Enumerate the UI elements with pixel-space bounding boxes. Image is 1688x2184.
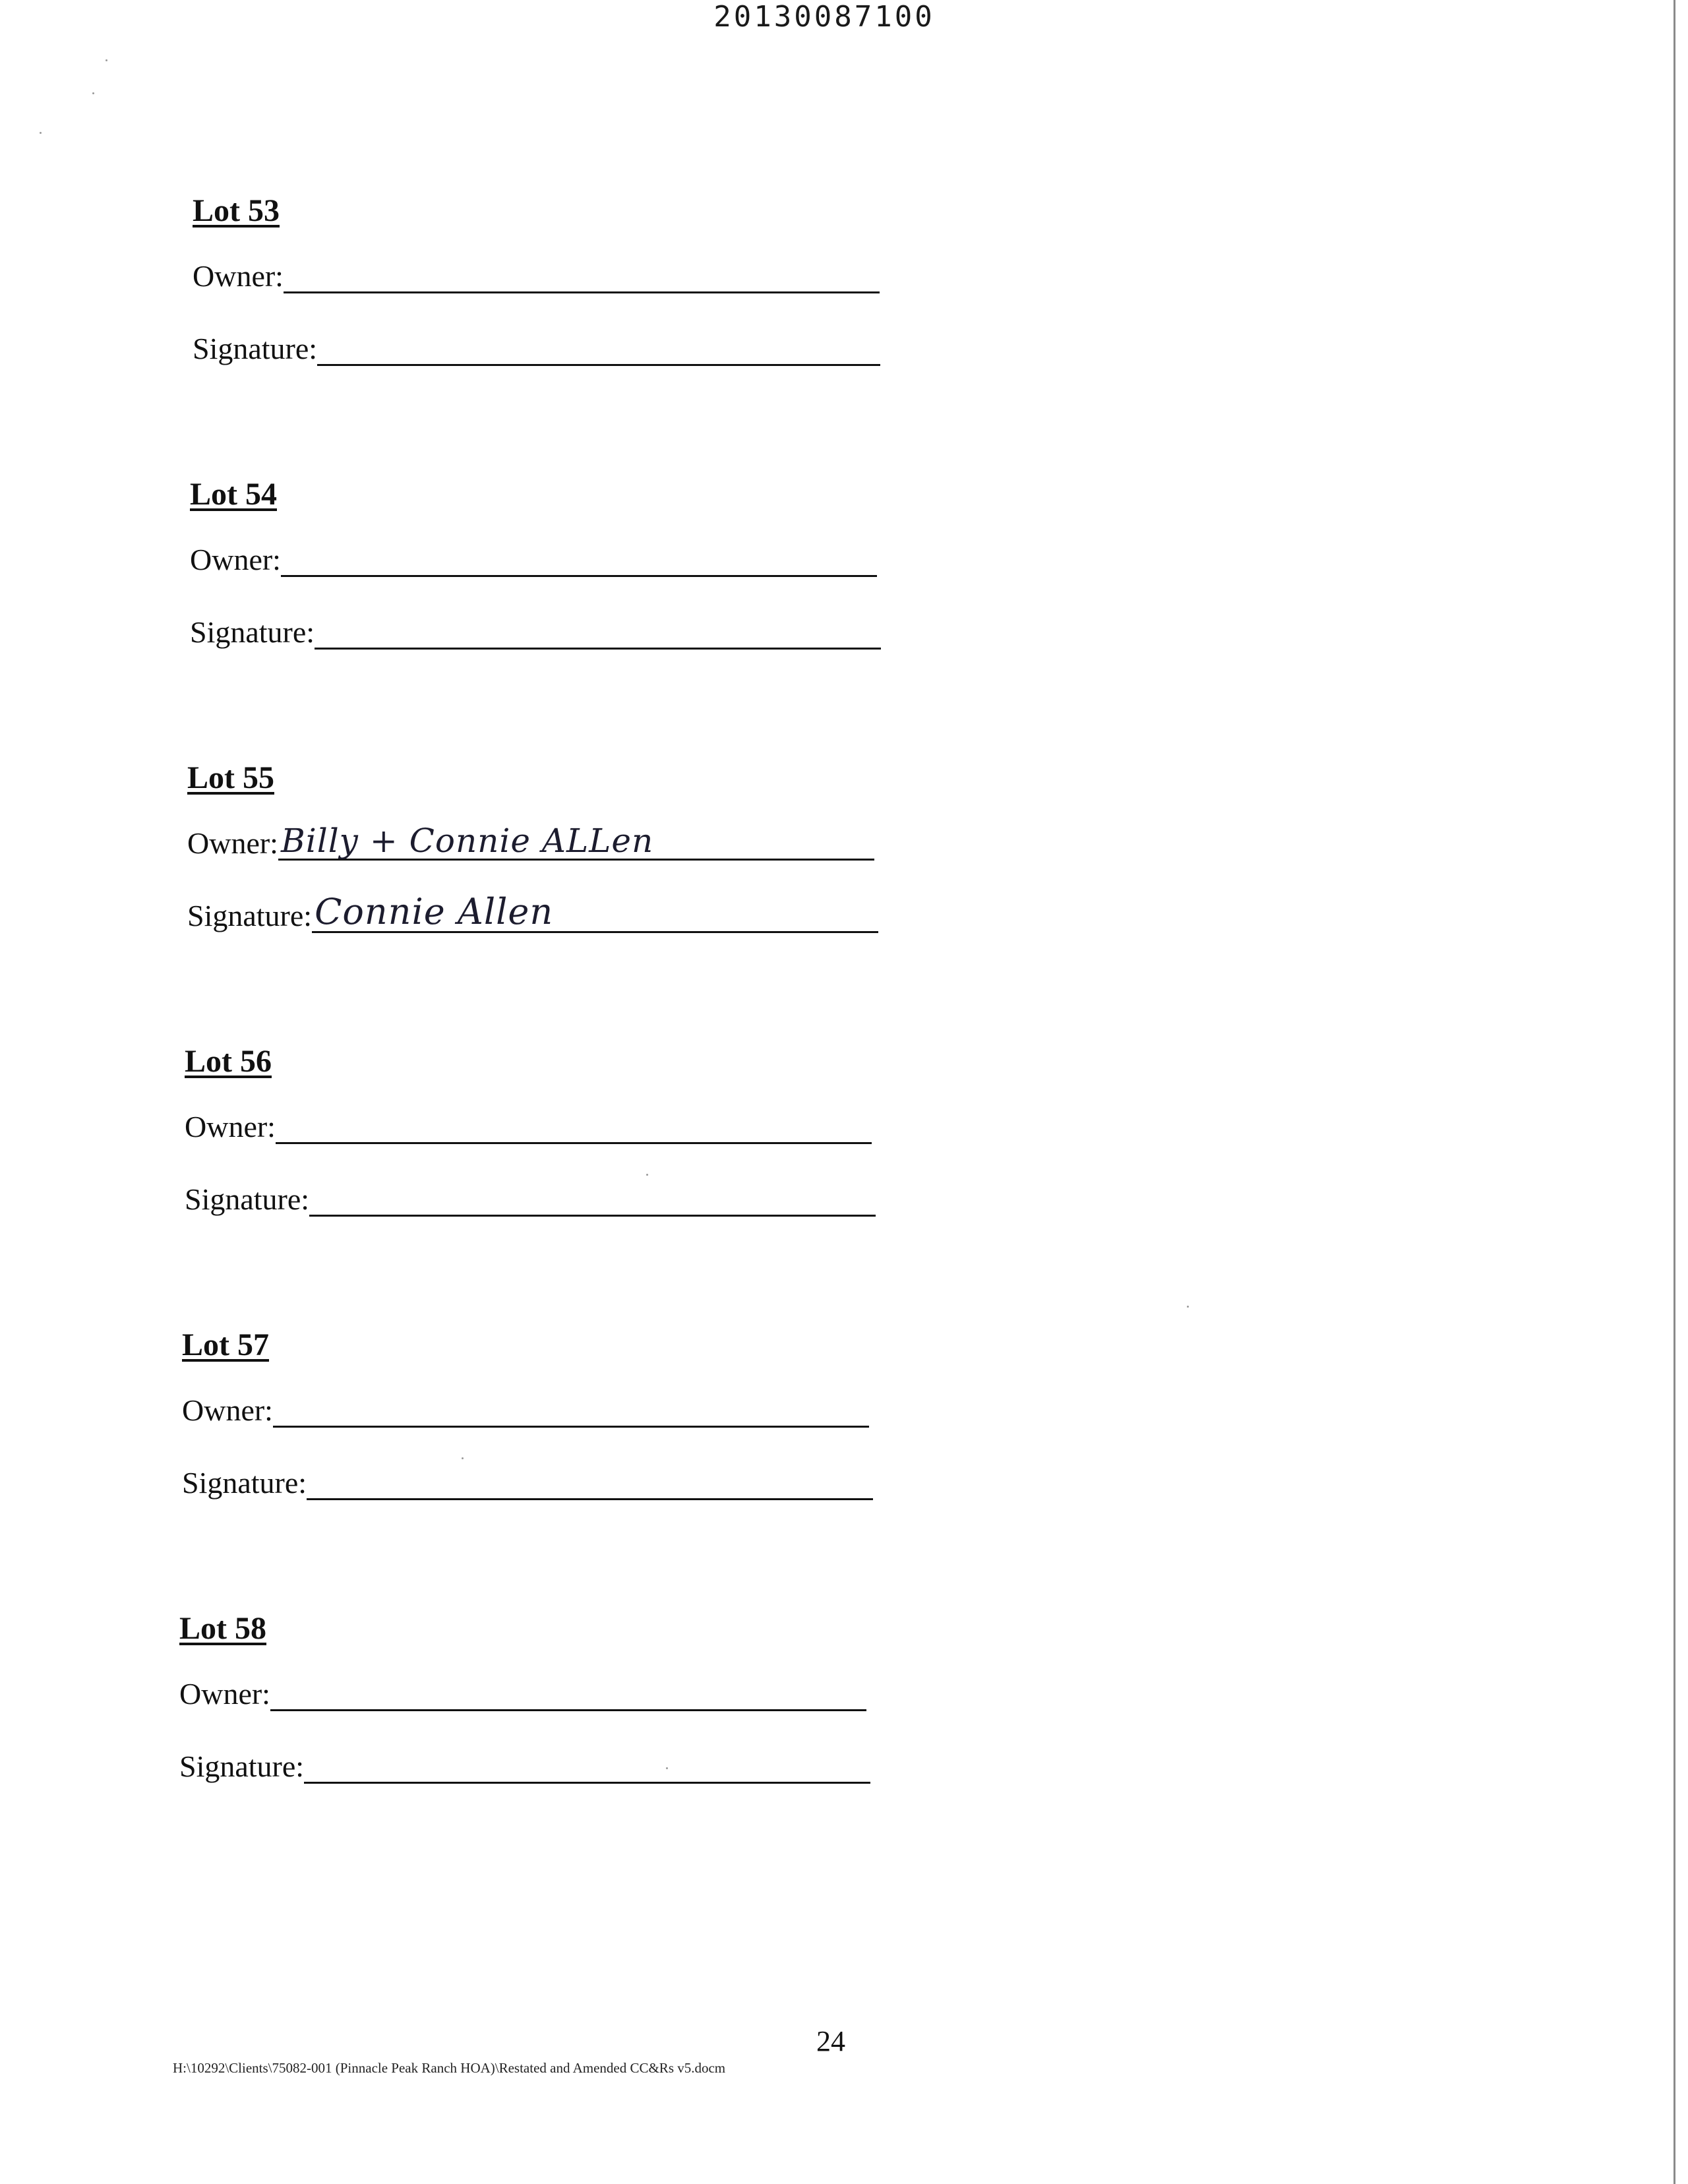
- lot-title: Lot 58: [179, 1611, 266, 1646]
- lot-title: Lot 56: [185, 1044, 272, 1079]
- scan-edge-line: [1673, 0, 1675, 2184]
- signature-label: Signature:: [185, 1182, 310, 1216]
- recording-number: 20130087100: [713, 0, 935, 34]
- owner-field: [190, 542, 877, 577]
- owner-line[interactable]: [270, 1676, 866, 1711]
- page-number: 24: [816, 2025, 845, 2057]
- footer-file-path: H:\10292\Clients\75082-001 (Pinnacle Peak Ranch HOA)\Restated and Amended CC&Rs v5.docm: [173, 2060, 726, 2076]
- owner-label: Owner:: [185, 1110, 276, 1143]
- lot-block-58: [179, 1610, 905, 1783]
- signature-label: Signature:: [190, 615, 315, 649]
- scan-speck: [1187, 1306, 1189, 1308]
- scan-speck: [92, 92, 94, 94]
- signature-line[interactable]: [307, 1465, 873, 1500]
- signature-label: Signature:: [182, 1466, 307, 1500]
- signature-field: [190, 615, 881, 650]
- scan-speck: [40, 132, 42, 134]
- lot-title: Lot 55: [187, 760, 274, 795]
- scan-speck: [106, 59, 107, 61]
- signature-field: [187, 891, 878, 933]
- owner-value: Billy + Connie ALLen: [280, 822, 654, 860]
- lot-block-53: [193, 193, 918, 365]
- lot-block-57: [182, 1327, 907, 1500]
- signature-line[interactable]: [315, 615, 881, 650]
- lot-title: Lot 53: [193, 193, 280, 228]
- owner-line[interactable]: [273, 1393, 869, 1428]
- signature-line[interactable]: [304, 1749, 870, 1784]
- owner-label: Owner:: [179, 1677, 270, 1711]
- signature-field: [182, 1465, 873, 1500]
- signature-label: Signature:: [179, 1749, 305, 1783]
- owner-line[interactable]: [284, 258, 880, 293]
- signature-label: Signature:: [193, 332, 318, 365]
- signature-value: Connie Allen: [315, 891, 554, 932]
- scan-speck: [666, 1767, 668, 1769]
- scan-speck: [462, 1457, 464, 1459]
- signature-line[interactable]: [317, 331, 880, 366]
- signature-line[interactable]: [309, 1182, 876, 1217]
- owner-line[interactable]: [278, 822, 874, 861]
- owner-line[interactable]: [281, 542, 877, 577]
- lot-title: Lot 54: [190, 477, 277, 512]
- owner-label: Owner:: [193, 259, 284, 293]
- signature-line[interactable]: [312, 891, 878, 933]
- owner-label: Owner:: [182, 1393, 273, 1427]
- scan-speck: [646, 1174, 648, 1176]
- lot-title: Lot 57: [182, 1327, 269, 1362]
- owner-field: [185, 1109, 872, 1144]
- owner-label: Owner:: [187, 826, 278, 860]
- lot-block-56: [185, 1043, 910, 1216]
- owner-line[interactable]: [276, 1109, 872, 1144]
- signature-label: Signature:: [187, 899, 313, 932]
- signature-field: [193, 331, 880, 366]
- owner-field: [187, 822, 874, 861]
- signature-field: [185, 1182, 876, 1217]
- owner-field: [179, 1676, 866, 1711]
- signature-field: [179, 1749, 870, 1784]
- lot-block-55: [187, 760, 913, 932]
- owner-label: Owner:: [190, 543, 281, 576]
- owner-field: [182, 1393, 869, 1428]
- owner-field: [193, 258, 880, 293]
- lot-block-54: [190, 476, 915, 649]
